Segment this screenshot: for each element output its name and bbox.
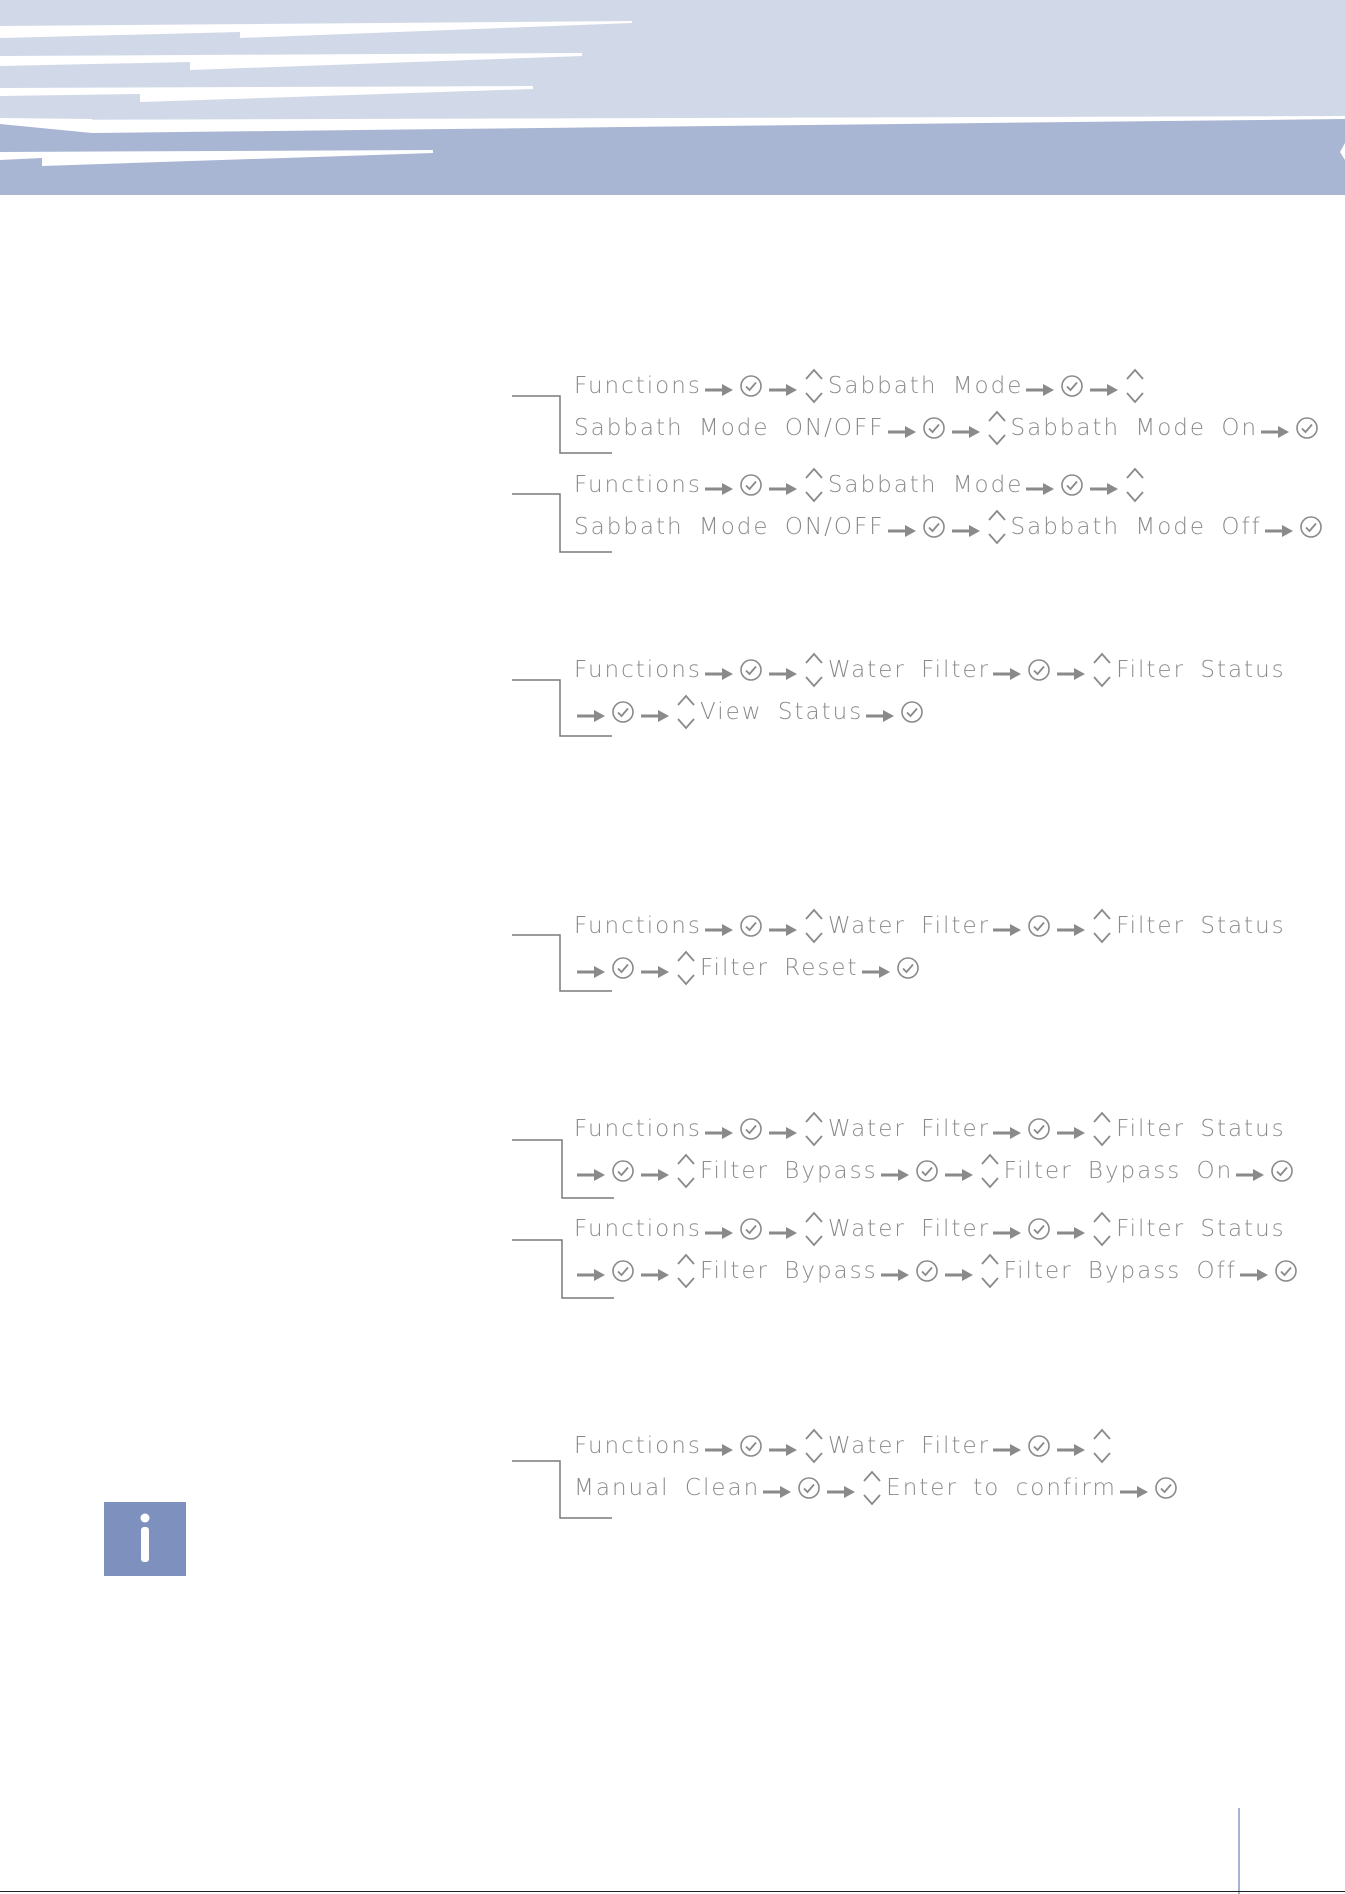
up-down-chevron-icon bbox=[675, 692, 697, 732]
display-text: Water Filter bbox=[827, 657, 991, 683]
right-arrow-icon bbox=[1089, 477, 1119, 493]
sequence-line-2 bbox=[574, 1251, 1301, 1291]
check-circle-icon bbox=[915, 1259, 939, 1283]
display-text: Filter Bypass bbox=[700, 1258, 878, 1284]
check-circle-icon bbox=[1027, 914, 1051, 938]
check-circle-icon bbox=[1274, 1259, 1298, 1283]
right-arrow-icon bbox=[1056, 1438, 1086, 1454]
right-arrow-icon bbox=[880, 1263, 910, 1279]
right-arrow-icon bbox=[992, 1221, 1022, 1237]
up-down-chevron-icon bbox=[1091, 1109, 1113, 1149]
right-arrow-icon bbox=[1239, 1263, 1269, 1279]
check-circle-icon bbox=[739, 1434, 763, 1458]
display-text: Functions bbox=[574, 1216, 702, 1242]
display-text: Functions bbox=[574, 472, 702, 498]
check-circle-icon bbox=[1295, 416, 1319, 440]
right-arrow-icon bbox=[704, 477, 734, 493]
sequence-line-1 bbox=[574, 1109, 1286, 1149]
page-margin-rule bbox=[1238, 1808, 1240, 1894]
right-arrow-icon bbox=[992, 918, 1022, 934]
right-arrow-icon bbox=[576, 1263, 606, 1279]
right-arrow-icon bbox=[951, 420, 981, 436]
display-text: Filter Status bbox=[1116, 1116, 1286, 1142]
right-arrow-icon bbox=[704, 1438, 734, 1454]
check-circle-icon bbox=[1027, 1217, 1051, 1241]
display-text: Water Filter bbox=[827, 1116, 991, 1142]
up-down-chevron-icon bbox=[1124, 465, 1146, 505]
right-arrow-icon bbox=[768, 918, 798, 934]
check-circle-icon bbox=[739, 914, 763, 938]
right-arrow-icon bbox=[640, 1163, 670, 1179]
check-circle-icon bbox=[1270, 1159, 1294, 1183]
display-text: Sabbath Mode bbox=[827, 472, 1024, 498]
right-arrow-icon bbox=[1056, 918, 1086, 934]
right-arrow-icon bbox=[887, 519, 917, 535]
up-down-chevron-icon bbox=[1091, 1426, 1113, 1466]
right-arrow-icon bbox=[865, 704, 895, 720]
sequence-line-1 bbox=[574, 1209, 1286, 1249]
right-arrow-icon bbox=[704, 378, 734, 394]
display-text: Sabbath Mode Off bbox=[1010, 514, 1262, 540]
up-down-chevron-icon bbox=[803, 650, 825, 690]
check-circle-icon bbox=[1027, 1117, 1051, 1141]
right-arrow-icon bbox=[944, 1163, 974, 1179]
right-arrow-icon bbox=[1025, 378, 1055, 394]
display-text: Filter Status bbox=[1116, 1216, 1286, 1242]
check-circle-icon bbox=[739, 1217, 763, 1241]
right-arrow-icon bbox=[704, 1221, 734, 1237]
sequence-line-1 bbox=[574, 465, 1149, 505]
right-arrow-icon bbox=[768, 1121, 798, 1137]
sequence-line-2 bbox=[574, 507, 1326, 547]
display-text: Functions bbox=[574, 373, 702, 399]
display-text: Sabbath Mode ON/OFF bbox=[574, 514, 885, 540]
check-circle-icon bbox=[797, 1476, 821, 1500]
display-text: Filter Status bbox=[1116, 657, 1286, 683]
display-text: Sabbath Mode ON/OFF bbox=[574, 415, 885, 441]
right-arrow-icon bbox=[704, 1121, 734, 1137]
sequence-line-2 bbox=[574, 1151, 1297, 1191]
right-arrow-icon bbox=[768, 662, 798, 678]
sequence-filter-bypass-off bbox=[562, 1209, 1322, 1295]
up-down-chevron-icon bbox=[979, 1151, 1001, 1191]
right-arrow-icon bbox=[768, 477, 798, 493]
up-down-chevron-icon bbox=[1091, 1209, 1113, 1249]
up-down-chevron-icon bbox=[986, 507, 1008, 547]
right-arrow-icon bbox=[576, 1163, 606, 1179]
right-arrow-icon bbox=[1025, 477, 1055, 493]
sequence-line-1 bbox=[574, 906, 1286, 946]
right-arrow-icon bbox=[992, 1121, 1022, 1137]
footer-rule bbox=[0, 1891, 1345, 1892]
check-circle-icon bbox=[1154, 1476, 1178, 1500]
right-arrow-icon bbox=[887, 420, 917, 436]
display-text: Filter Reset bbox=[700, 955, 859, 981]
up-down-chevron-icon bbox=[986, 408, 1008, 448]
up-down-chevron-icon bbox=[1124, 366, 1146, 406]
right-arrow-icon bbox=[704, 662, 734, 678]
right-arrow-icon bbox=[762, 1480, 792, 1496]
up-down-chevron-icon bbox=[803, 465, 825, 505]
right-arrow-icon bbox=[951, 519, 981, 535]
right-arrow-icon bbox=[768, 378, 798, 394]
right-arrow-icon bbox=[880, 1163, 910, 1179]
right-arrow-icon bbox=[826, 1480, 856, 1496]
check-circle-icon bbox=[922, 515, 946, 539]
display-text: Sabbath Mode bbox=[827, 373, 1024, 399]
up-down-chevron-icon bbox=[675, 1251, 697, 1291]
sequence-line-2 bbox=[574, 692, 927, 732]
up-down-chevron-icon bbox=[803, 1426, 825, 1466]
sequence-line-1 bbox=[574, 1426, 1116, 1466]
display-text: Functions bbox=[574, 1433, 702, 1459]
display-text: Water Filter bbox=[827, 1433, 991, 1459]
sequence-filter-bypass-on bbox=[562, 1109, 1322, 1195]
display-text: Water Filter bbox=[827, 1216, 991, 1242]
check-circle-icon bbox=[896, 956, 920, 980]
display-text: View Status bbox=[700, 699, 864, 725]
right-arrow-icon bbox=[1056, 662, 1086, 678]
check-circle-icon bbox=[611, 1159, 635, 1183]
display-text: Filter Bypass bbox=[700, 1158, 878, 1184]
right-arrow-icon bbox=[992, 1438, 1022, 1454]
check-circle-icon bbox=[915, 1159, 939, 1183]
up-down-chevron-icon bbox=[803, 1109, 825, 1149]
sequence-line-1 bbox=[574, 366, 1149, 406]
display-text: Filter Bypass Off bbox=[1003, 1258, 1237, 1284]
right-arrow-icon bbox=[1235, 1163, 1265, 1179]
display-text: Functions bbox=[574, 657, 702, 683]
right-arrow-icon bbox=[640, 1263, 670, 1279]
right-arrow-icon bbox=[861, 960, 891, 976]
sequence-line-1 bbox=[574, 650, 1286, 690]
right-arrow-icon bbox=[704, 918, 734, 934]
sequence-sabbath-mode-off bbox=[562, 465, 1322, 551]
right-arrow-icon bbox=[992, 662, 1022, 678]
up-down-chevron-icon bbox=[1091, 906, 1113, 946]
check-circle-icon bbox=[739, 473, 763, 497]
right-arrow-icon bbox=[1056, 1121, 1086, 1137]
right-arrow-icon bbox=[1260, 420, 1290, 436]
right-arrow-icon bbox=[640, 704, 670, 720]
display-text: Functions bbox=[574, 1116, 702, 1142]
sequence-sabbath-mode-on bbox=[562, 366, 1322, 452]
right-arrow-icon bbox=[576, 704, 606, 720]
right-arrow-icon bbox=[1089, 378, 1119, 394]
sequence-view-filter-status bbox=[562, 650, 1322, 736]
right-arrow-icon bbox=[576, 960, 606, 976]
right-arrow-icon bbox=[768, 1221, 798, 1237]
up-down-chevron-icon bbox=[675, 1151, 697, 1191]
right-arrow-icon bbox=[640, 960, 670, 976]
check-circle-icon bbox=[1027, 1434, 1051, 1458]
display-text: Enter to confirm bbox=[886, 1475, 1117, 1501]
sequence-manual-clean bbox=[562, 1426, 1322, 1512]
up-down-chevron-icon bbox=[979, 1251, 1001, 1291]
check-circle-icon bbox=[1060, 473, 1084, 497]
display-text: Filter Status bbox=[1116, 913, 1286, 939]
check-circle-icon bbox=[611, 956, 635, 980]
up-down-chevron-icon bbox=[803, 906, 825, 946]
check-circle-icon bbox=[1299, 515, 1323, 539]
info-note-box bbox=[104, 1502, 186, 1576]
sequence-line-2 bbox=[574, 1468, 1181, 1508]
check-circle-icon bbox=[1060, 374, 1084, 398]
display-text: Functions bbox=[574, 913, 702, 939]
check-circle-icon bbox=[739, 374, 763, 398]
check-circle-icon bbox=[900, 700, 924, 724]
display-text: Filter Bypass On bbox=[1003, 1158, 1234, 1184]
right-arrow-icon bbox=[1264, 519, 1294, 535]
check-circle-icon bbox=[1027, 658, 1051, 682]
up-down-chevron-icon bbox=[675, 948, 697, 988]
sequence-filter-reset bbox=[562, 906, 1322, 992]
up-down-chevron-icon bbox=[1091, 650, 1113, 690]
right-arrow-icon bbox=[1119, 1480, 1149, 1496]
sequence-line-2 bbox=[574, 948, 923, 988]
check-circle-icon bbox=[739, 1117, 763, 1141]
right-arrow-icon bbox=[944, 1263, 974, 1279]
check-circle-icon bbox=[611, 1259, 635, 1283]
sequence-line-2 bbox=[574, 408, 1322, 448]
check-circle-icon bbox=[611, 700, 635, 724]
up-down-chevron-icon bbox=[861, 1468, 883, 1508]
right-arrow-icon bbox=[768, 1438, 798, 1454]
display-text: Sabbath Mode On bbox=[1010, 415, 1259, 441]
up-down-chevron-icon bbox=[803, 366, 825, 406]
check-circle-icon bbox=[739, 658, 763, 682]
display-text: Manual Clean bbox=[574, 1475, 761, 1501]
check-circle-icon bbox=[922, 416, 946, 440]
up-down-chevron-icon bbox=[803, 1209, 825, 1249]
display-text: Water Filter bbox=[827, 913, 991, 939]
right-arrow-icon bbox=[1056, 1221, 1086, 1237]
info-icon bbox=[104, 1502, 186, 1576]
